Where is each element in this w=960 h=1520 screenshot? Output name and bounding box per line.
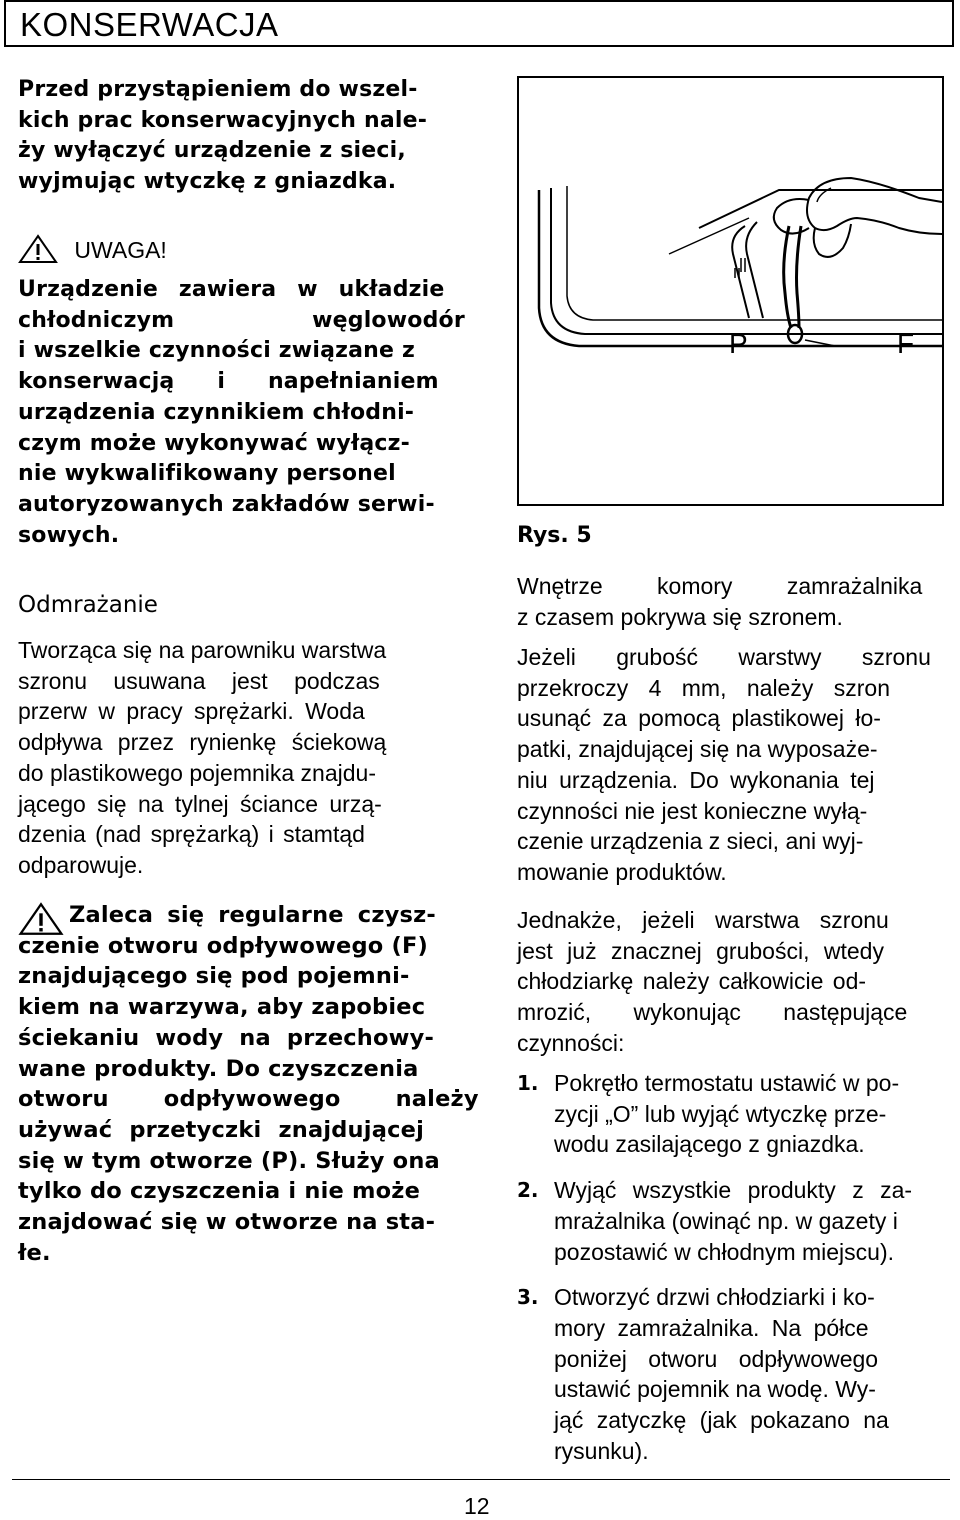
defrost-paragraph — [18, 635, 444, 881]
text-line: mrozić, wykonując następujące — [517, 999, 908, 1026]
text-line: pozostawić w chłodnym miejscu). — [554, 1238, 895, 1265]
text-line: chłodniczym węglowodór — [18, 307, 465, 333]
text-line: jącego się na tylnej ściance urzą- — [18, 790, 382, 817]
text-line — [18, 106, 444, 137]
text-line: mory zamrażalnika. Na półce — [554, 1314, 869, 1341]
text-line: odpływa przez rynienkę ściekową — [18, 729, 387, 756]
list-item — [517, 1282, 943, 1466]
warning-text — [18, 275, 465, 551]
warning-heading — [18, 234, 444, 266]
text-line: mowanie produktów. — [517, 858, 727, 885]
text-line: znajdować się w otworze na sta- — [18, 1209, 436, 1236]
text-line-content: ży wyłączyć urządzenie z sieci, — [18, 138, 406, 164]
text-line: znajdującego się pod pojemni- — [18, 963, 410, 990]
text-line: sowych. — [18, 522, 120, 548]
text-line: jest już znacznej grubości, wtedy — [517, 937, 884, 964]
warning-block — [18, 234, 465, 551]
text-line: jąć zatyczkę (jak pokazano na — [554, 1407, 889, 1434]
text-line: czynności: — [517, 1029, 625, 1056]
text-line: przerw w pracy sprężarki. Woda — [18, 698, 365, 725]
defrost-section — [18, 590, 444, 620]
freezer-drain-illustration — [519, 78, 942, 504]
text-line: Urządzenie zawiera w układzie — [18, 277, 445, 302]
text-line: patki, znajdującej się na wyposaże- — [517, 736, 878, 763]
text-line: łe. — [18, 1239, 51, 1266]
list-item — [517, 1175, 943, 1267]
page-title: KONSERWACJA — [20, 6, 279, 43]
right-paragraph-3 — [517, 905, 943, 1059]
text-line: Jednakże, jeżeli warstwa szronu — [517, 907, 889, 933]
text-line: szronu usuwana jest podczas — [18, 667, 380, 694]
text-line: nie wykwalifikowany personel — [18, 461, 396, 487]
text-line: Tworząca się na parowniku warstwa — [18, 637, 387, 663]
text-line: dzenia (nad sprężarką) i stamtąd — [18, 821, 365, 848]
right-paragraph-2 — [517, 642, 943, 888]
text-line: czynności nie jest konieczne wyłą- — [517, 797, 868, 824]
text-line: tylko do czyszczenia i nie może — [18, 1178, 421, 1205]
figure-label-p: P — [729, 328, 748, 359]
text-line: przekroczy 4 mm, należy szron — [517, 674, 890, 701]
intro-paragraph — [18, 75, 444, 198]
text-line: Wnętrze komory zamrażalnika — [517, 573, 923, 599]
figure-caption: Rys. 5 — [517, 523, 592, 548]
warning-triangle-icon — [18, 234, 58, 264]
text-line: konserwacją i napełnianiem — [18, 369, 439, 395]
text-line: chłodziarkę należy całkowicie od- — [517, 968, 867, 995]
header-box — [4, 0, 954, 47]
page-number: 12 — [464, 1493, 490, 1519]
warning-triangle-icon — [18, 902, 64, 936]
warning-label: UWAGA! — [74, 237, 167, 263]
section-title: Odmrażanie — [18, 592, 158, 618]
text-line: ściekaniu wody na przechowy- — [18, 1024, 435, 1051]
text-line: autoryzowanych zakładów serwi- — [18, 491, 435, 517]
text-line: czym może wykonywać wyłącz- — [18, 430, 410, 456]
text-line: czenie urządzenia z sieci, ani wyj- — [517, 828, 864, 855]
warning-block-2 — [18, 900, 479, 1268]
text-line: Pokrętło termostatu ustawić w po- — [554, 1070, 900, 1096]
text-line: wodu zasilającego z gniazdka. — [554, 1131, 865, 1158]
text-line: do plastikowego pojemnika znajdu- — [18, 759, 376, 786]
figure-label-f: F — [897, 328, 915, 359]
text-line: i wszelkie czynności związane z — [18, 338, 416, 364]
text-line: otworu odpływowego należy — [18, 1086, 479, 1113]
text-line: zycji „O” lub wyjąć wtyczkę prze- — [554, 1100, 887, 1127]
text-line: urządzenia czynnikiem chłodni- — [18, 399, 415, 425]
text-line: Otworzyć drzwi chłodziarki i ko- — [554, 1284, 875, 1311]
list-number: 3. — [517, 1285, 539, 1310]
list-number: 2. — [517, 1178, 539, 1203]
list-item — [517, 1068, 943, 1160]
text-line: Jeżeli grubość warstwy szronu — [517, 644, 931, 670]
text-line-content: Przed przystąpieniem do wszel- — [18, 77, 418, 102]
text-line: Zaleca się regularne czysz- — [69, 902, 436, 928]
text-line: używać przetyczki znajdującej — [18, 1116, 424, 1143]
text-line: się w tym otworze (P). Służy ona — [18, 1147, 440, 1174]
list-number: 1. — [517, 1071, 539, 1095]
text-line: rysunku). — [554, 1437, 649, 1464]
text-line — [18, 136, 444, 167]
text-line: odparowuje. — [18, 851, 144, 878]
text-line: kiem na warzywa, aby zapobiec — [18, 994, 426, 1021]
text-line: usunąć za pomocą plastikowej ło- — [517, 705, 881, 732]
text-line — [18, 75, 444, 106]
warning-text-2 — [18, 900, 479, 1268]
text-line: mrażalnika (owinąć np. w gazety i — [554, 1207, 898, 1234]
text-line: z czasem pokrywa się szronem. — [517, 603, 843, 630]
right-paragraph-1 — [517, 571, 943, 632]
text-line: wane produkty. Do czyszczenia — [18, 1055, 419, 1082]
text-line: czenie otworu odpływowego (F) — [18, 932, 429, 959]
text-line: poniżej otworu odpływowego — [554, 1345, 879, 1372]
text-line: ustawić pojemnik na wodę. Wy- — [554, 1376, 876, 1403]
text-line-content: kich prac konserwacyjnych nale- — [18, 107, 428, 133]
text-line: niu urządzenia. Do wykonania tej — [517, 766, 875, 793]
footer-divider — [12, 1479, 950, 1480]
text-line: Wyjąć wszystkie produkty z za- — [554, 1177, 913, 1204]
figure-frame — [517, 76, 944, 506]
text-line: wyjmując wtyczkę z gniazdka. — [18, 169, 397, 195]
steps-list — [517, 1068, 943, 1466]
